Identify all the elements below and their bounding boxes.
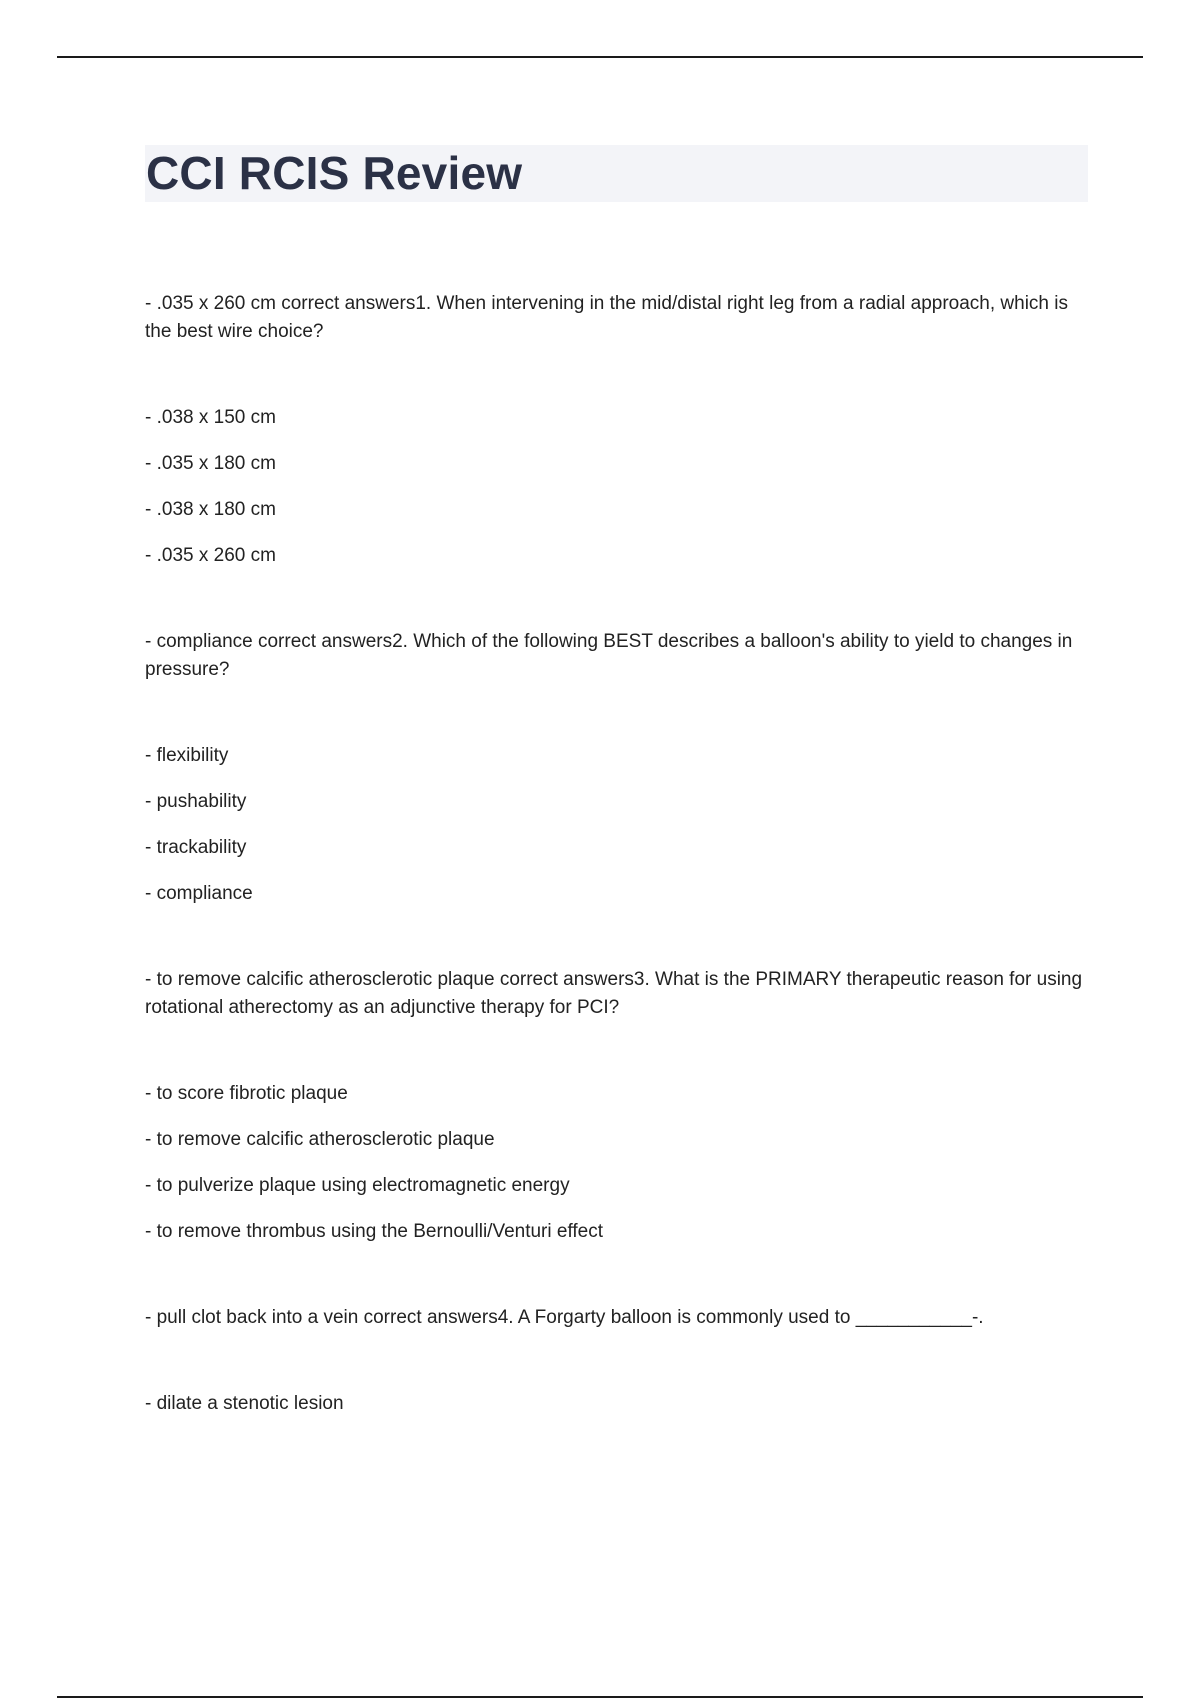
document-body — [145, 290, 1090, 1476]
question-prompt: - compliance correct answers2. Which of the following BEST describes a balloon's ability to yield to changes in pressure? — [145, 631, 1073, 680]
answer-option: - .035 x 180 cm — [145, 453, 276, 474]
answer-option: - pushability — [145, 791, 247, 812]
answer-option: - to remove calcific atherosclerotic plaque — [145, 1129, 495, 1150]
answer-option: - .038 x 180 cm — [145, 499, 276, 520]
answer-option: - .035 x 260 cm — [145, 545, 276, 566]
answer-option: - .038 x 150 cm — [145, 407, 276, 428]
bottom-rule — [57, 1696, 1143, 1698]
answer-option: - to score fibrotic plaque — [145, 1083, 348, 1104]
answer-option: - flexibility — [145, 745, 229, 766]
question-block-1 — [145, 290, 1090, 570]
question-block-3 — [145, 966, 1090, 1246]
question-prompt: - .035 x 260 cm correct answers1. When intervening in the mid/distal right leg from a radial approach, which is the best wire choice? — [145, 293, 1068, 342]
answer-options — [145, 1080, 1090, 1246]
answer-options — [145, 742, 1090, 908]
question-block-4 — [145, 1304, 1090, 1418]
answer-option: - trackability — [145, 837, 247, 858]
answer-options — [145, 1390, 1090, 1418]
answer-option: - to pulverize plaque using electromagnetic energy — [145, 1175, 570, 1196]
answer-option: - dilate a stenotic lesion — [145, 1393, 344, 1414]
question-prompt: - pull clot back into a vein correct answers4. A Forgarty balloon is commonly used to ___________-. — [145, 1307, 984, 1328]
page-title: CCI RCIS Review — [146, 147, 523, 199]
answer-options — [145, 404, 1090, 570]
answer-option: - to remove thrombus using the Bernoulli/Venturi effect — [145, 1221, 604, 1242]
question-block-2 — [145, 628, 1090, 908]
answer-option: - compliance — [145, 883, 253, 904]
question-prompt: - to remove calcific atherosclerotic plaque correct answers3. What is the PRIMARY therapeutic reason for using rotational atherectomy as an adjunctive therapy for PCI? — [145, 969, 1083, 1018]
top-rule — [57, 56, 1143, 58]
